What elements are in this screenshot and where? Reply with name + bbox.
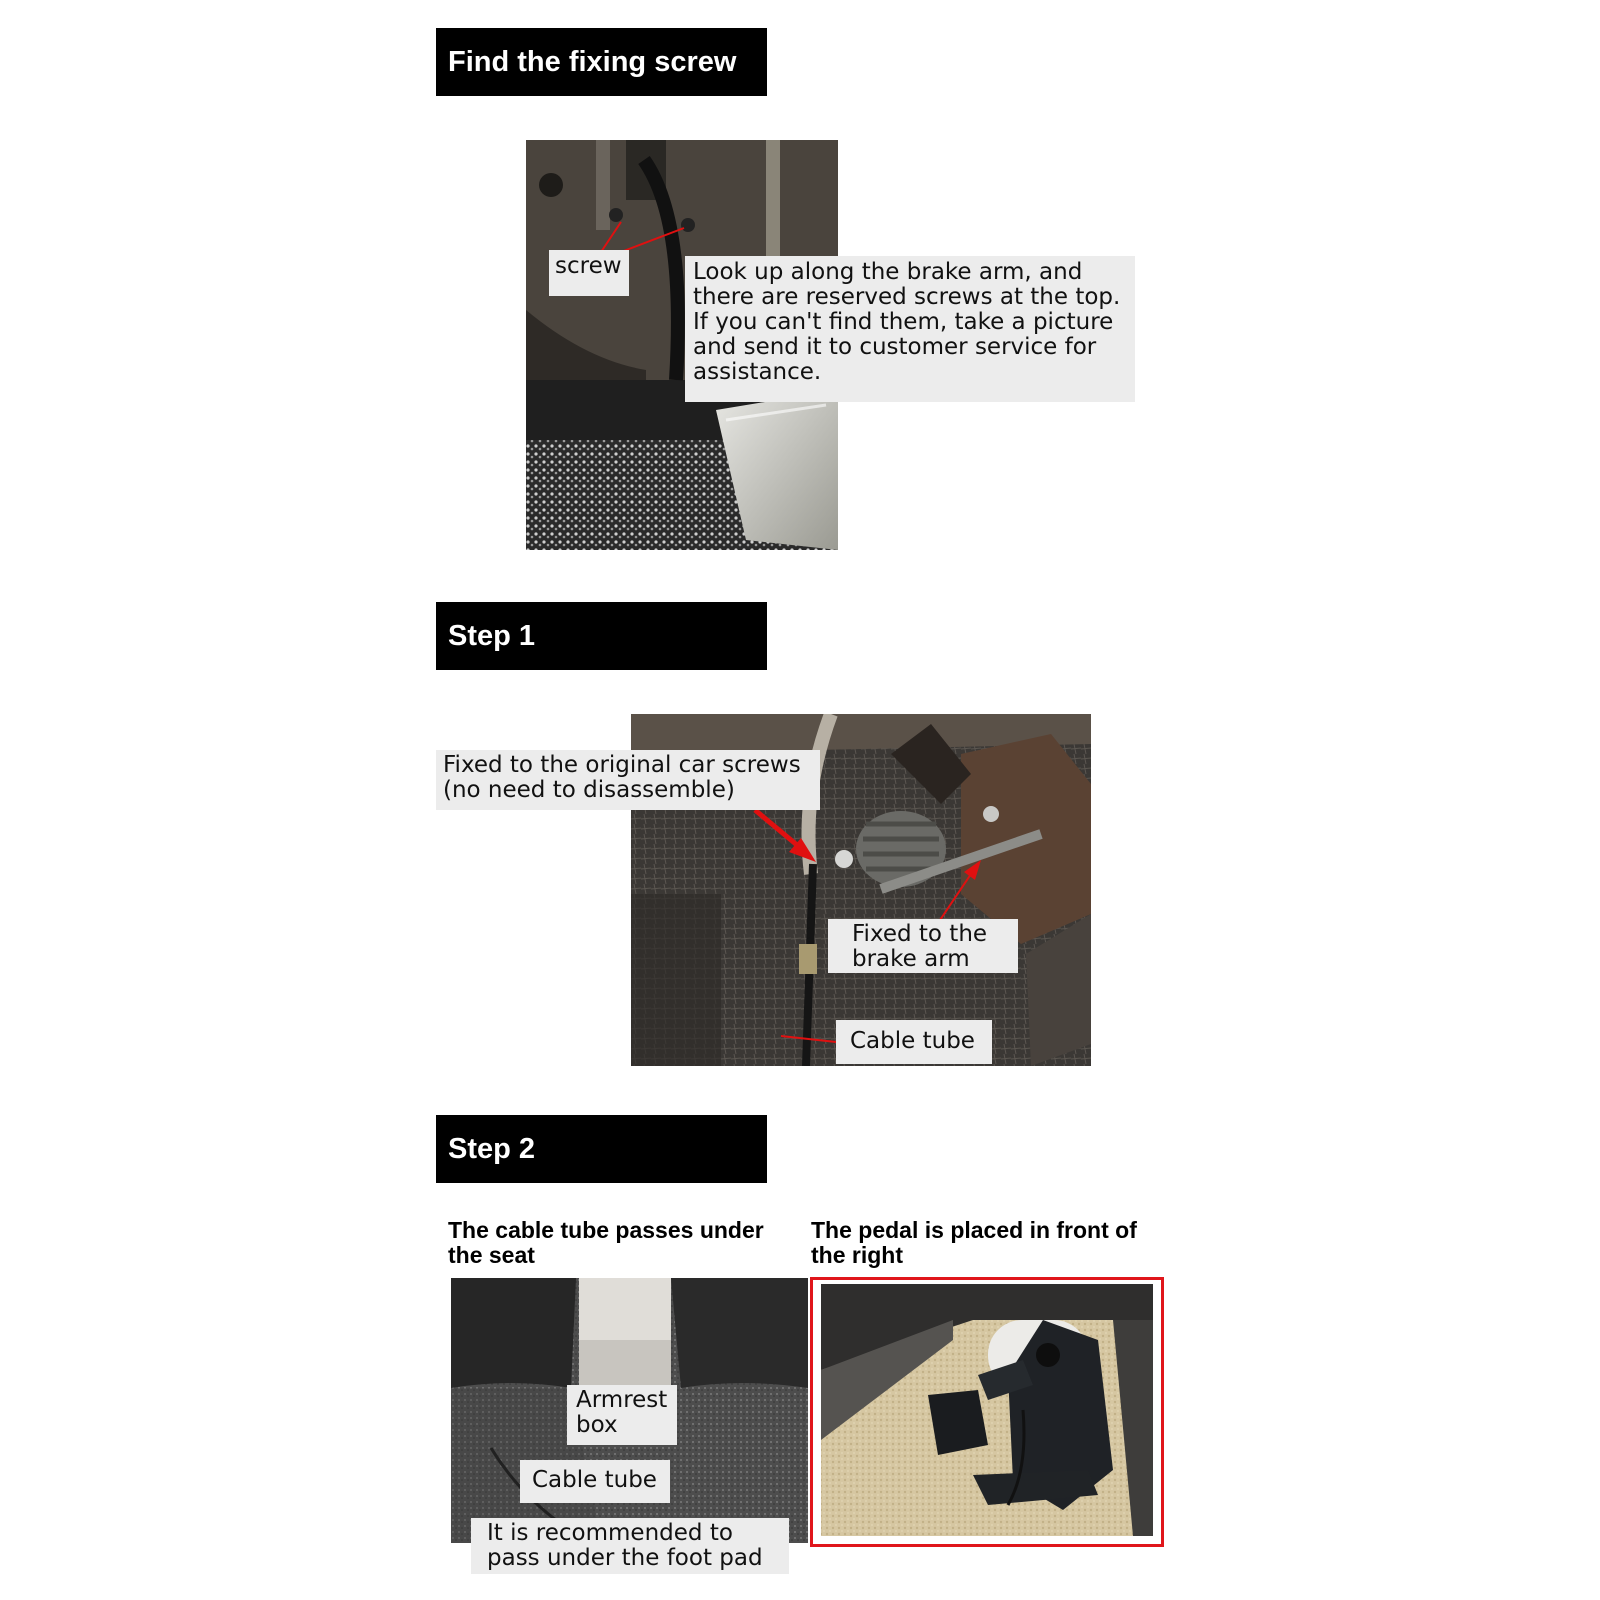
screw-label: screw (549, 250, 629, 296)
pedal-placement-photo (810, 1277, 1164, 1547)
caption-pedal-placement: The pedal is placed in front of the right (811, 1217, 1137, 1268)
label-original-screws: Fixed to the original car screws (no need to disassemble) (436, 750, 820, 810)
label-brake-arm: Fixed to the brake arm (828, 919, 1018, 973)
label-cable-tube-step1: Cable tube (836, 1020, 992, 1064)
section-header-find-screw: Find the fixing screw (436, 28, 767, 96)
label-recommend-foot-pad: It is recommended to pass under the foot pad (471, 1518, 789, 1574)
label-armrest-box: Armrest box (567, 1385, 677, 1445)
caption-cable-under-seat: The cable tube passes under the seat (448, 1217, 764, 1268)
find-screw-description: Look up along the brake arm, and there are reserved screws at the top. If you can't find them, take a picture and send it to customer service for assistance. (685, 256, 1135, 402)
section-header-step-2: Step 2 (436, 1115, 767, 1183)
section-header-step-1: Step 1 (436, 602, 767, 670)
label-cable-tube-step2: Cable tube (520, 1460, 670, 1503)
